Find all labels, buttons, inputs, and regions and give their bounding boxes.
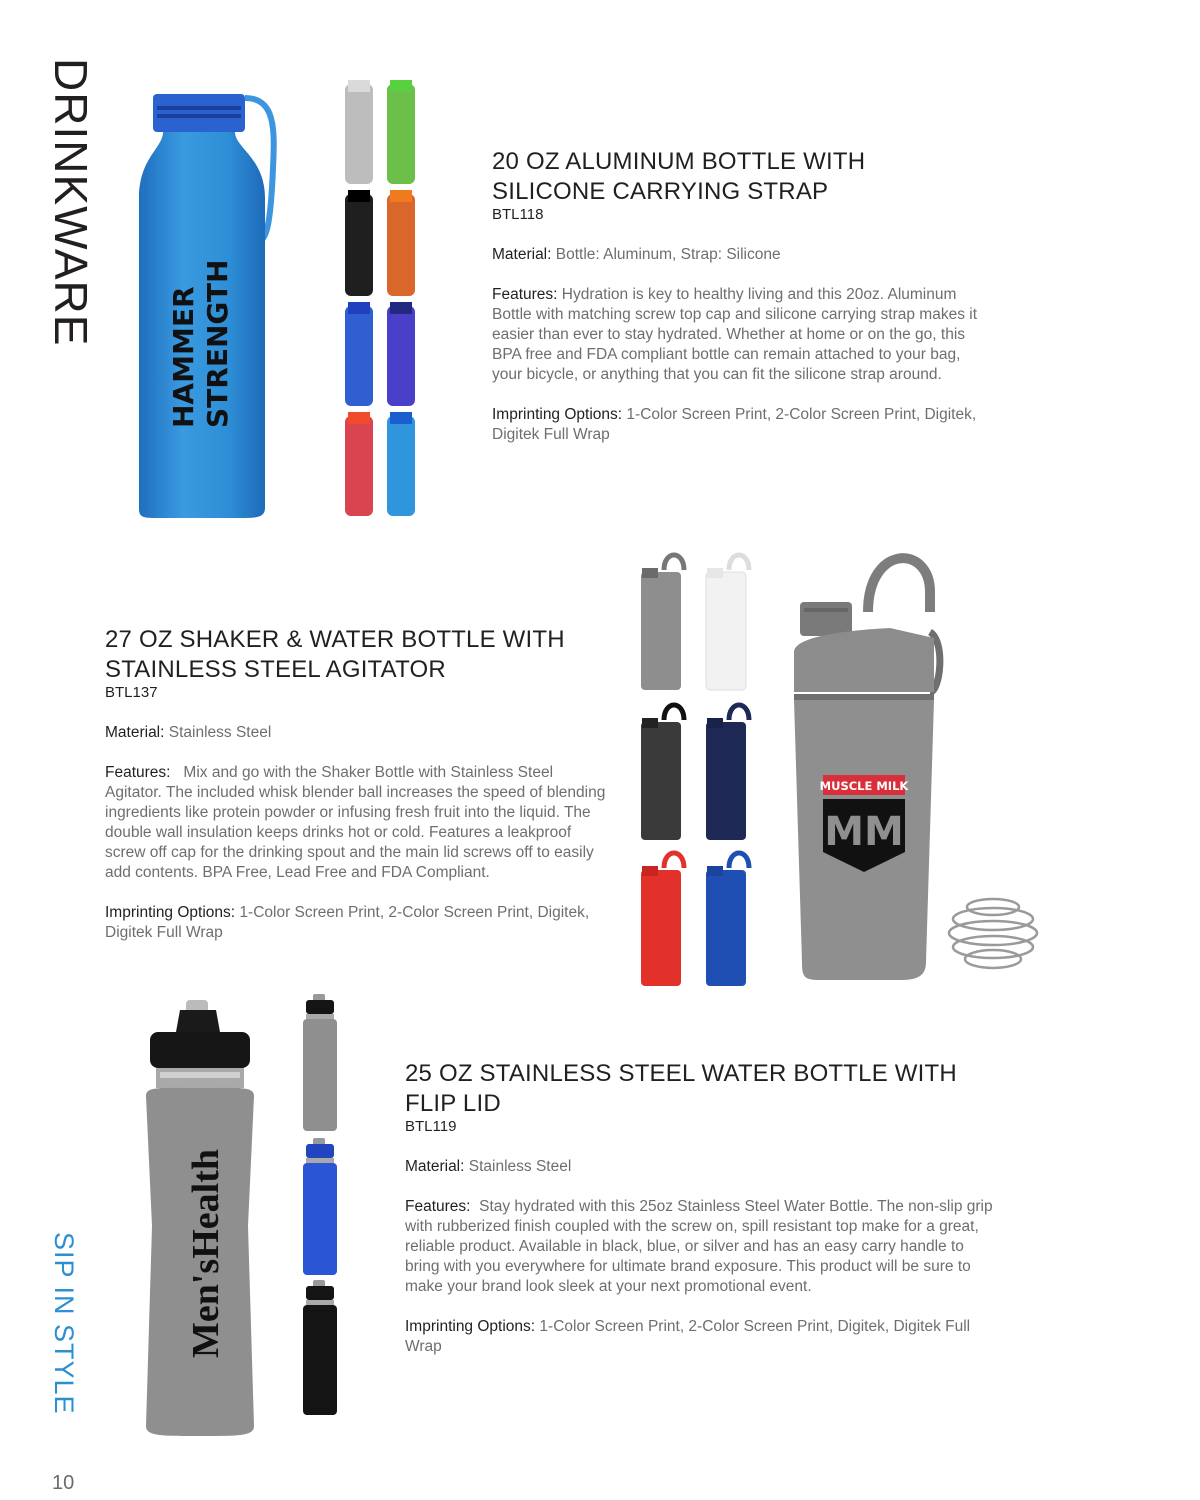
imprinting-label: Imprinting Options:	[105, 904, 236, 921]
whisk-ball-agitator	[946, 895, 1040, 975]
imprinting-value: 1-Color Screen Print, 2-Color Screen Print, Digitek, Digitek Full Wrap	[405, 1318, 971, 1355]
material	[492, 245, 992, 265]
page-number: 10	[52, 1472, 75, 1494]
svg-text:MUSCLE MILK: MUSCLE MILK	[819, 779, 909, 793]
imprinting	[405, 1317, 995, 1357]
material-value: Bottle: Aluminum, Strap: Silicone	[555, 246, 781, 263]
material-label: Material:	[105, 724, 165, 741]
features	[105, 763, 610, 883]
features-value: Hydration is key to healthy living and this 20oz. Aluminum Bottle with matching screw top cap and silicone carrying strap makes it easier than ever to stay hydrated. Whether at home or on the go, this BPA free and FDA compliant bottle can remain attached to your bag, your bicycle, or anything that you can fit the silicone strap around.	[492, 286, 978, 383]
section-title: DRINKWARE	[45, 58, 97, 347]
product-btl137	[105, 625, 610, 963]
features-value: Mix and go with the Shaker Bottle with Stainless Steel Agitator. The included whisk blender ball increases the speed of blending ingredients like protein powder or infusing fresh fruit into the liquid. The double wall insulation keeps drinks hot or cold. Features a leakproof screw off cap for the drinking spout and the main lid screws off to easily add contents. BPA Free, Lead Free and FDA Compliant.	[105, 764, 606, 881]
features-label: Features:	[492, 286, 558, 303]
features	[405, 1197, 995, 1297]
features-value: Stay hydrated with this 25oz Stainless Steel Water Bottle. The non-slip grip with rubberized finish coupled with the screw on, spill resistant top make for a great, reliable product. Available in black, blue, or silver and has an easy carry handle to bring with you everywhere for ultimate brand exposure. This product will be sure to make your brand look sleek at your next promotional event.	[405, 1198, 993, 1295]
title-line-2: SILICONE CARRYING STRAP	[492, 178, 829, 205]
imprinting	[492, 405, 992, 445]
color-variants-steel-bottle	[300, 992, 340, 1418]
imprinting-label: Imprinting Options:	[405, 1318, 536, 1335]
features-label: Features:	[105, 764, 171, 781]
product-title	[492, 147, 992, 207]
product-sku: BTL119	[405, 1118, 457, 1135]
product-sku: BTL137	[105, 684, 158, 701]
color-variants-aluminum-bottle	[342, 80, 424, 520]
title-line-1: 25 OZ STAINLESS STEEL WATER BOTTLE WITH	[405, 1060, 957, 1087]
imprinting-value: 1-Color Screen Print, 2-Color Screen Print, Digitek, Digitek Full Wrap	[492, 406, 977, 443]
title-line-1: 27 OZ SHAKER & WATER BOTTLE WITH	[105, 626, 565, 653]
product-image-shaker-bottle	[790, 552, 950, 984]
imprinting	[105, 903, 610, 943]
material-value: Stainless Steel	[168, 724, 272, 741]
product-image-steel-bottle	[140, 996, 260, 1440]
material-value: Stainless Steel	[468, 1158, 572, 1175]
material-label: Material:	[405, 1158, 465, 1175]
product-title	[105, 625, 610, 685]
svg-text:STRENGTH: STRENGTH	[201, 259, 234, 428]
title-line-2: STAINLESS STEEL AGITATOR	[105, 656, 446, 683]
product-image-aluminum-bottle	[135, 88, 285, 523]
imprinting-value: 1-Color Screen Print, 2-Color Screen Print, Digitek, Digitek Full Wrap	[105, 904, 590, 941]
material	[405, 1157, 995, 1177]
section-tagline: SIP IN STYLE	[49, 1232, 79, 1415]
title-line-2: FLIP LID	[405, 1090, 501, 1117]
material-label: Material:	[492, 246, 552, 263]
product-btl118	[492, 147, 992, 465]
imprinting-label: Imprinting Options:	[492, 406, 623, 423]
product-title	[405, 1059, 995, 1119]
features	[492, 285, 992, 385]
color-variants-shaker-bottle	[636, 550, 761, 990]
product-btl119	[405, 1059, 995, 1377]
svg-text:MM: MM	[824, 809, 904, 855]
features-label: Features:	[405, 1198, 471, 1215]
svg-text:HAMMER: HAMMER	[167, 286, 200, 428]
product-sku: BTL118	[492, 206, 544, 223]
svg-text:Men'sHealth: Men'sHealth	[185, 1149, 227, 1358]
title-line-1: 20 OZ ALUMINUM BOTTLE WITH	[492, 148, 866, 175]
material	[105, 723, 610, 743]
